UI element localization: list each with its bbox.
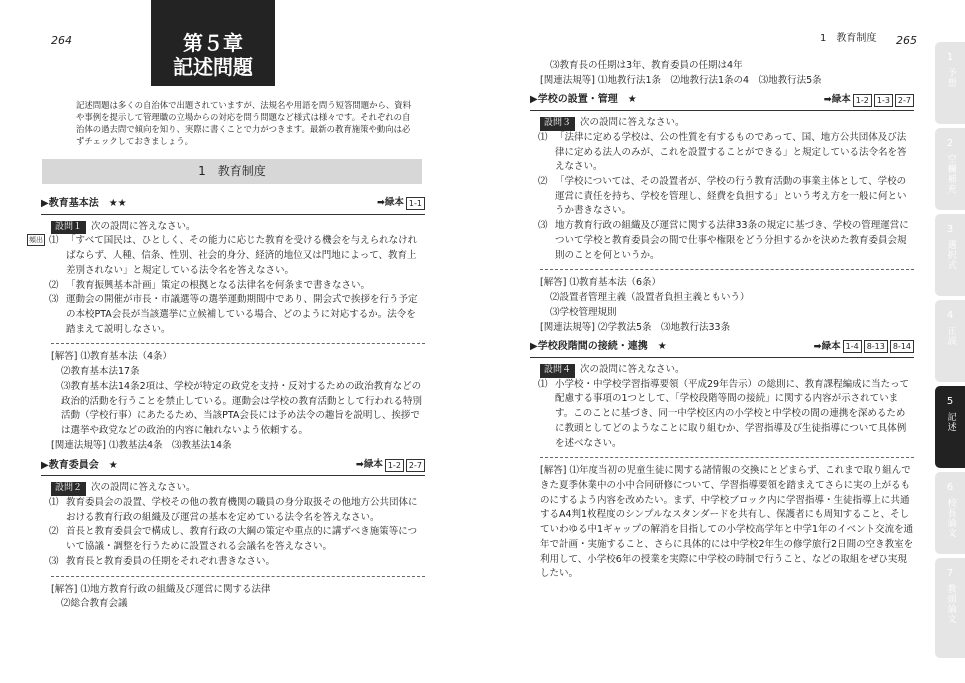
reference-chip: 1-2 bbox=[385, 459, 404, 472]
chapter-tab-6[interactable] bbox=[935, 472, 965, 554]
item-number: ⑵ bbox=[49, 526, 59, 538]
question-tag: 設問４ bbox=[540, 364, 575, 378]
question-item bbox=[49, 525, 425, 554]
question-item bbox=[49, 555, 425, 570]
frequent-mark: 頻出 bbox=[29, 236, 43, 244]
chapter-tab-1[interactable] bbox=[935, 42, 965, 124]
chapter-tab-5[interactable] bbox=[935, 386, 965, 468]
chapter-title: 記述問題 bbox=[173, 55, 253, 79]
answer-text: ⑴教育基本法（4条） bbox=[80, 351, 172, 363]
running-head: 1 教育制度 bbox=[820, 33, 877, 44]
item-number: ⑶ bbox=[49, 294, 59, 306]
question-heading bbox=[540, 363, 914, 378]
tab-number: 1 bbox=[946, 52, 954, 63]
item-text: 地方教育行政の組織及び運営に関する法律33条の規定に基づき、学校の管理運営について学校と教育委員会の間で仕事や権限をどう分担するかを決めた教育委員会規則のことを何というか。 bbox=[555, 220, 909, 261]
answer-text: ⑴年度当初の児童生徒に関する諸情報の交換にとどまらず、これまで取り組んできた夏季休業中の小中合同研修について、学習指導要領を踏まえてさらに実の上がるものにするよう内容を改めたい。まず、中学校ブロック内に学習指導・生徒指導上に共通するA4判1枚程度のシンプルなスタンダードを共有し、保護者にも周知すること、そしていわゆる中1ギャップの解消を目指しての小学校高学年と中学1年のイベント交流を通年で計画・実施すること、さらに具体的には中学校2年生の修学旅行2日間の空き教室を利用して、小学校6年の授業を実際に中学校の時制で行うこと、などの取組をぜひ実現したい。 bbox=[540, 465, 914, 580]
item-text: 「法律に定める学校は、公の性質を有するものであって、国、地方公共団体及び法律に定める法人のみが、これを設置することができる」と規定している法令名を答えなさい。 bbox=[555, 131, 907, 173]
answer-text: ⑶教育長の任期は3年、教育委員の任期は4年 bbox=[550, 60, 743, 71]
law-row bbox=[540, 321, 914, 336]
reference-chip: 8-13 bbox=[864, 340, 888, 353]
topic-reference bbox=[814, 340, 914, 355]
question-text: 次の設問に答えなさい。 bbox=[580, 363, 685, 375]
question-text: 次の設問に答えなさい。 bbox=[91, 482, 196, 493]
answer-label: [解答] bbox=[540, 465, 567, 477]
answer-text: ⑵設置者管理主義（設置者負担主義ともいう） bbox=[550, 292, 750, 304]
item-text: 「すべて国民は、ひとしく、その能力に応じた教育を受ける機会を与えられなければならず、人種、信条、性別、社会的身分、経済的地位又は門地によって、教育上差別されない」と規定している法令名を答えなさい。 bbox=[66, 235, 418, 276]
tab-label: 正誤 bbox=[945, 325, 956, 346]
law-label: [関連法規等] bbox=[540, 321, 595, 333]
reference-chip: 1-4 bbox=[843, 340, 862, 353]
topic-title: ▶教育委員会 ★ bbox=[41, 459, 118, 471]
item-number: ⑴ bbox=[538, 378, 548, 390]
chapter-tab-3[interactable] bbox=[935, 214, 965, 296]
reference-label: ➡緑本 bbox=[355, 458, 383, 470]
item-number: ⑵ bbox=[538, 176, 548, 188]
topic-heading bbox=[41, 454, 425, 477]
question-item bbox=[538, 219, 914, 263]
tab-label: 記述 bbox=[945, 411, 956, 432]
right-column bbox=[530, 59, 914, 582]
chapter-tab-7[interactable] bbox=[935, 558, 965, 658]
chapter-number: 第５章 bbox=[183, 31, 243, 55]
question-heading bbox=[51, 481, 425, 496]
item-number: ⑴ bbox=[49, 235, 59, 247]
tab-label: 予想 bbox=[945, 67, 956, 88]
left-column bbox=[41, 192, 425, 612]
divider bbox=[51, 343, 425, 344]
reference-label: ➡緑本 bbox=[376, 197, 404, 209]
reference-label: ➡緑本 bbox=[813, 340, 841, 352]
answer-label: [解答] bbox=[540, 277, 567, 289]
reference-chip: 8-14 bbox=[890, 340, 914, 353]
answer-row bbox=[540, 276, 914, 291]
item-text: 首長と教育委員会で構成し、教育行政の大綱の策定や重点的に講ずべき施策等について協議・調整を行うために設置される会議名を答えなさい。 bbox=[66, 526, 418, 553]
divider bbox=[540, 269, 914, 270]
question-item bbox=[49, 234, 425, 278]
item-text: 小学校・中学校学習指導要領（平成29年告示）の総則に、教育課程編成に当たって配慮する事項の1つとして、「学校段階等間の接続」に関する内容が示されています。このことに基づき、同一中学校区内の小学校と中学校の間の連携を深めるために教頭としてどのようなことに取り組むか、学習指導及び生徒指導について具体例を述べなさい。 bbox=[555, 378, 910, 449]
tab-number: 6 bbox=[946, 482, 954, 493]
item-number: ⑶ bbox=[538, 220, 548, 232]
item-number: ⑵ bbox=[49, 279, 59, 291]
divider bbox=[540, 457, 914, 458]
chapter-intro: 記述問題は多くの自治体で出題されていますが、法規名や用語を問う短答問題から、資料や事例を提示して管理職の立場からの対応を問う問題など様式は様々です。それぞれの自治体の過去問で傾向を知り、実際に書くことで力がつきます。最新の教育施策や動向は必ずチェックしておきましょう。 bbox=[76, 100, 411, 146]
question-item bbox=[538, 378, 914, 452]
chapter-tab-4[interactable] bbox=[935, 300, 965, 382]
topic-heading bbox=[530, 335, 914, 358]
tab-label: 空欄補充 bbox=[945, 153, 956, 194]
question-item bbox=[538, 131, 914, 175]
reference-label: ➡緑本 bbox=[823, 93, 851, 105]
tab-number: 5 bbox=[946, 396, 954, 407]
question-heading bbox=[540, 116, 914, 131]
law-row bbox=[51, 439, 425, 454]
topic-heading bbox=[41, 192, 425, 215]
answer-row bbox=[51, 583, 425, 598]
tab-number: 2 bbox=[946, 138, 954, 149]
question-heading bbox=[51, 220, 425, 235]
answer-text: ⑶教育基本法14条2項は、学校が特定の政党を支持・反対するための政治教育などの政治的活動を行うことを禁止している。運動会は学校の教育活動として行われる特別活動（学校行事）にあたるため、当該PTA会長には予め法令の趣旨を説明し、挨拶では選挙や政党などの政治的内容に触れないよう依頼する。 bbox=[61, 380, 423, 437]
answer-label: [解答] bbox=[51, 351, 78, 363]
topic-reference bbox=[356, 458, 425, 473]
item-text: 教育長と教育委員の任期をそれぞれ書きなさい。 bbox=[66, 555, 276, 567]
chapter-index-tabs bbox=[935, 42, 965, 662]
item-text: 「教育振興基本計画」策定の根拠となる法律名を何条まで書きなさい。 bbox=[66, 279, 371, 291]
tab-number: 7 bbox=[946, 568, 954, 579]
law-text: ⑴教基法4条 ⑶教基法14条 bbox=[108, 439, 232, 451]
section-title: 1 教育制度 bbox=[42, 159, 422, 184]
topic-reference bbox=[377, 196, 425, 211]
item-number: ⑴ bbox=[538, 131, 548, 143]
chapter-heading bbox=[151, 0, 275, 86]
law-label: [関連法規等] bbox=[51, 439, 106, 451]
question-item bbox=[49, 293, 425, 337]
question-text: 次の設問に答えなさい。 bbox=[91, 220, 196, 232]
law-label: [関連法規等] bbox=[540, 74, 595, 86]
topic-title: ▶学校段階間の接続・連携 ★ bbox=[530, 341, 667, 353]
reference-chip: 1-2 bbox=[853, 94, 872, 107]
left-page-number: 264 bbox=[51, 34, 72, 47]
tab-label: 校長論文 bbox=[945, 497, 956, 538]
question-tag: 設問３ bbox=[540, 117, 575, 131]
question-text: 次の設問に答えなさい。 bbox=[580, 116, 685, 128]
answer-text: ⑵教育基本法17条 bbox=[61, 366, 140, 378]
answer-label: [解答] bbox=[51, 583, 78, 595]
law-row bbox=[540, 74, 914, 89]
answer-text: ⑶学校管理規則 bbox=[550, 306, 617, 318]
answer-text: ⑴地方教育行政の組織及び運営に関する法律 bbox=[80, 583, 271, 595]
law-text: ⑵学教法5条 ⑶地教行法33条 bbox=[597, 321, 731, 333]
answer-row bbox=[540, 464, 914, 582]
law-text: ⑴地教行法1条 ⑵地教行法1条の4 ⑶地教行法5条 bbox=[597, 74, 822, 86]
divider bbox=[51, 576, 425, 577]
reference-chip: 2-7 bbox=[895, 94, 914, 107]
topic-heading bbox=[530, 88, 914, 111]
item-number: ⑴ bbox=[49, 496, 59, 508]
reference-chip: 2-7 bbox=[406, 459, 425, 472]
reference-chip: 1-3 bbox=[874, 94, 893, 107]
answer-row bbox=[51, 350, 425, 365]
tab-number: 4 bbox=[946, 310, 954, 321]
tab-label: 教頭論文 bbox=[945, 583, 956, 624]
answer-text: ⑵総合教育会議 bbox=[61, 598, 128, 610]
right-page-number: 265 bbox=[896, 34, 917, 47]
topic-title: ▶教育基本法 ★★ bbox=[41, 198, 127, 209]
answer-text: ⑴教育基本法（6条） bbox=[569, 277, 661, 289]
topic-reference bbox=[824, 93, 914, 108]
topic-title: ▶学校の設置・管理 ★ bbox=[530, 94, 637, 106]
question-tag: 設問２ bbox=[51, 482, 86, 496]
tab-label: 選択式 bbox=[945, 239, 956, 270]
chapter-tab-2[interactable] bbox=[935, 128, 965, 210]
question-tag: 設問１ bbox=[51, 221, 86, 235]
question-item bbox=[538, 175, 914, 219]
question-item bbox=[49, 496, 425, 525]
reference-chip: 1-1 bbox=[406, 197, 425, 210]
tab-number: 3 bbox=[946, 224, 954, 235]
item-text: 教育委員会の設置、学校その他の教育機関の職員の身分取扱その他地方公共団体における教育行政の組織及び運営の基本を定めている法令名を答えなさい。 bbox=[66, 496, 418, 523]
item-text: 運動会の開催が市長・市議選等の選挙運動期間中であり、開会式で挨拶を行う予定の本校PTA会長が当該選挙に立候補している場合、どのように対応するか。法令を踏まえて説明しなさい。 bbox=[66, 294, 418, 335]
question-item bbox=[49, 279, 425, 294]
item-number: ⑶ bbox=[49, 555, 59, 567]
item-text: 「学校については、その設置者が、学校の行う教育活動の事業主体として、学校の運営に責任を持ち、学校を管理し、経費を負担する」という考え方を一般に何というか書きなさい。 bbox=[555, 176, 907, 217]
